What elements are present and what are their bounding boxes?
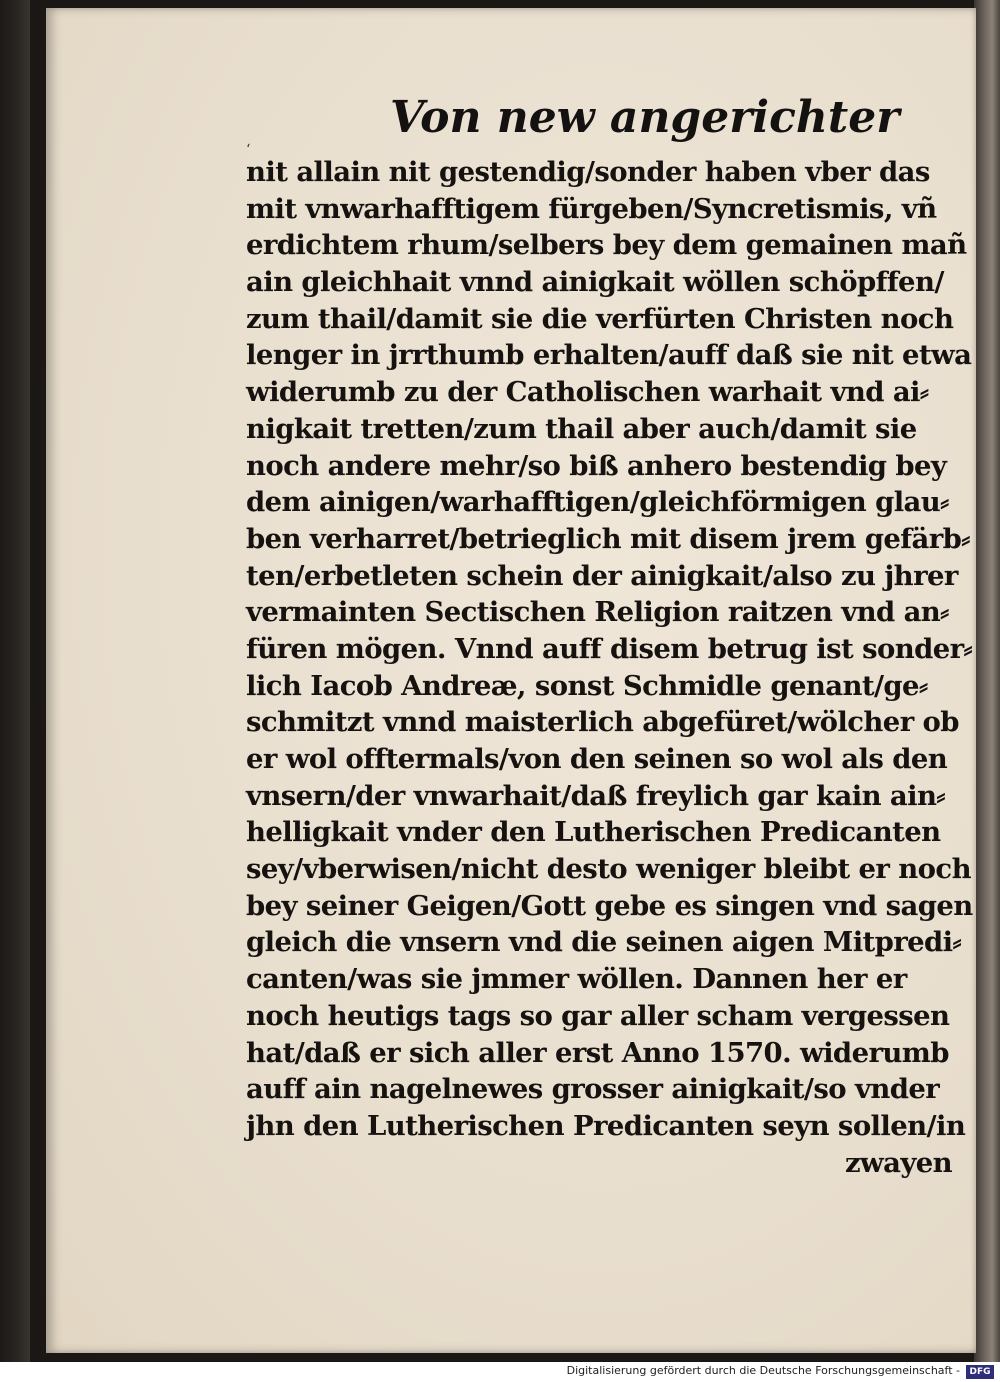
- text-line: mit vnwarhafftigem fürgeben/Syncretismis, vñ: [246, 192, 937, 225]
- text-line: hat/daß er sich aller erst Anno 1570. widerumb: [246, 1036, 949, 1069]
- text-line: nit allain nit gestendig/sonder haben vber das: [246, 156, 930, 188]
- text-line: widerumb zu der Catholischen warhait vnd ai⸗: [246, 376, 929, 409]
- footer-bar: [0, 1362, 1000, 1382]
- text-line: er wol offtermals/von den seinen so wol als den: [246, 743, 948, 775]
- text-line: auff ain nagelnewes grosser ainigkait/so vnder: [246, 1073, 940, 1106]
- catchword: zwayen: [845, 1146, 952, 1179]
- margin-mark: ʻ: [246, 142, 251, 158]
- text-line: schmitzt vnnd maisterlich abgefüret/wölcher ob: [246, 706, 959, 739]
- text-line: erdichtem rhum/selbers bey dem gemainen mañ: [246, 229, 967, 262]
- book-binding-edge: [0, 0, 30, 1362]
- text-line: noch heutigs tags so gar aller scham vergessen: [246, 999, 950, 1032]
- text-line: bey seiner Geigen/Gott gebe es singen vnd sagen: [246, 889, 973, 922]
- text-line: dem ainigen/warhafftigen/gleichförmigen glau⸗: [246, 486, 949, 519]
- text-line: noch andere mehr/so biß anhero bestendig bey: [246, 449, 947, 482]
- dfg-logo-icon: DFG: [966, 1365, 994, 1379]
- text-line: gleich die vnsern vnd die seinen aigen Mitpredi⸗: [246, 926, 962, 959]
- text-line: lenger in jrrthumb erhalten/auff daß sie nit etwa: [246, 339, 972, 372]
- page-stack-edge: [974, 0, 1000, 1362]
- text-line: jhn den Lutherischen Predicanten seyn sollen/in: [246, 1109, 966, 1142]
- text-line: lich Iacob Andreæ, sonst Schmidle genant/ge⸗: [246, 669, 928, 702]
- funding-credit: Digitalisierung gefördert durch die Deutsche Forschungsgemeinschaft -: [566, 1364, 960, 1377]
- body-text: [246, 154, 973, 1181]
- text-line: ain gleichhait vnnd ainigkait wöllen schöpffen/: [246, 266, 944, 299]
- text-line: helligkait vnder den Lutherischen Predicanten: [246, 816, 941, 849]
- text-line: ben verharret/betrieglich mit disem jrem gefärb⸗: [246, 522, 970, 555]
- text-line: sey/vberwisen/nicht desto weniger bleibt er noch: [246, 853, 971, 886]
- text-line: vermainten Sectischen Religion raitzen vnd an⸗: [246, 596, 949, 629]
- running-head: Von new angerichter: [390, 92, 900, 143]
- text-line: canten/was sie jmmer wöllen. Dannen her er: [246, 963, 907, 996]
- text-line: ten/erbetleten schein der ainigkait/also zu jhrer: [246, 559, 958, 592]
- text-line: füren mögen. Vnnd auff disem betrug ist sonder⸗: [246, 632, 973, 665]
- text-line: nigkait tretten/zum thail aber auch/damit sie: [246, 412, 917, 445]
- text-line: vnsern/der vnwarhait/daß freylich gar kain ain⸗: [246, 779, 945, 812]
- text-line: zum thail/damit sie die verfürten Christen noch: [246, 302, 954, 335]
